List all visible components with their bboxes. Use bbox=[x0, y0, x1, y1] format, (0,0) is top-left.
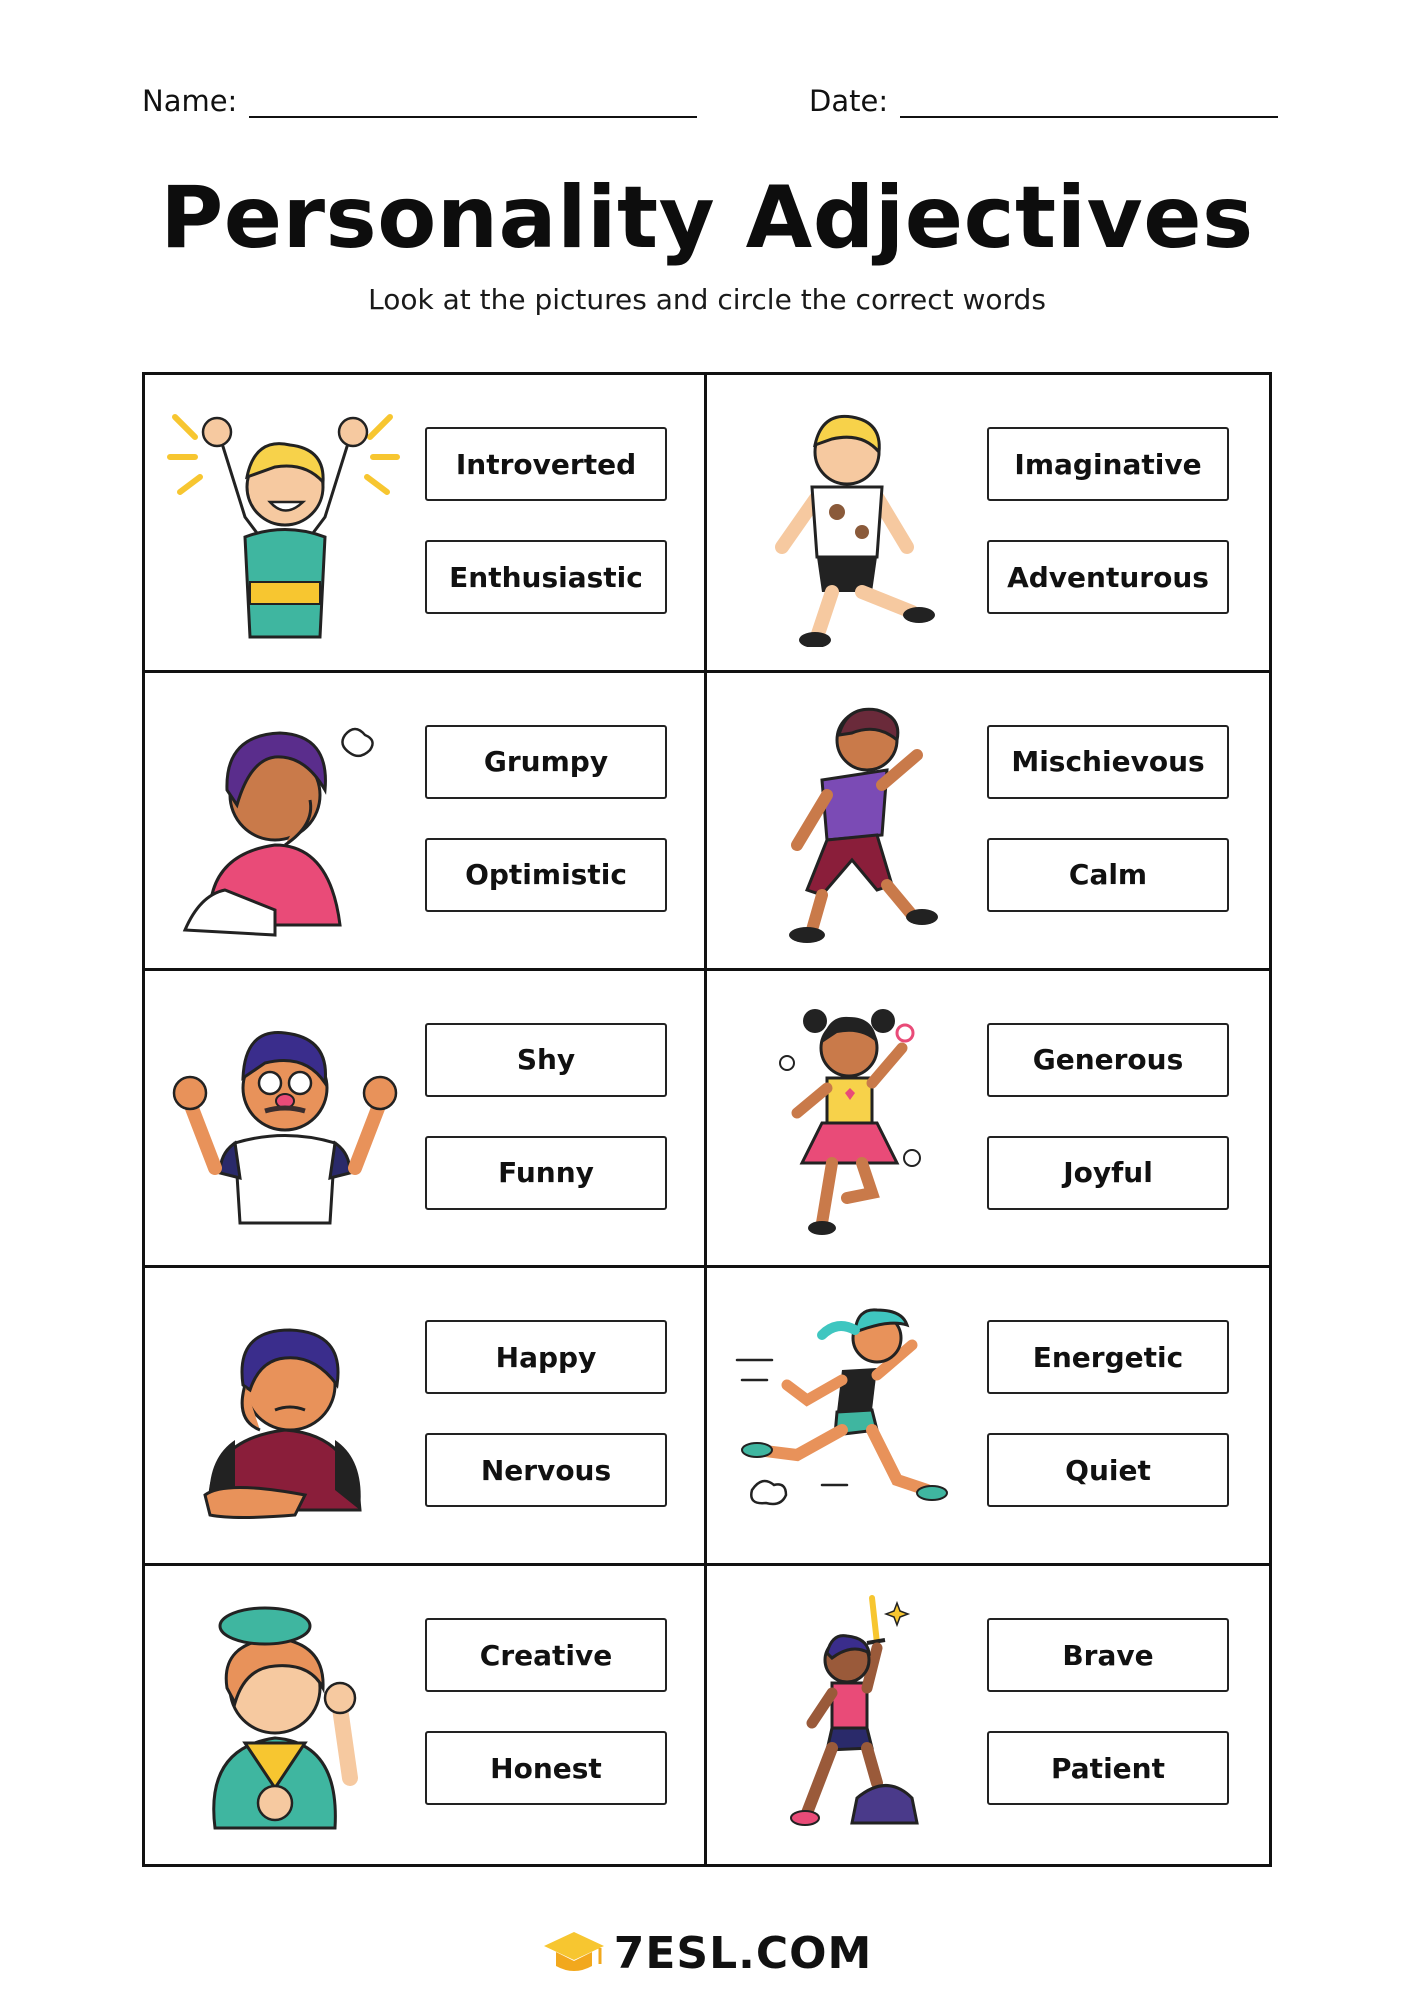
grumpy-girl-illustration bbox=[165, 695, 405, 945]
nervous-boy-illustration bbox=[165, 1290, 405, 1540]
option-10a[interactable]: Brave bbox=[987, 1618, 1229, 1692]
exercise-cell-1 bbox=[145, 375, 707, 673]
option-5a[interactable]: Shy bbox=[425, 1023, 667, 1097]
date-field bbox=[809, 84, 1278, 118]
date-label: Date: bbox=[809, 84, 889, 118]
exercise-cell-8 bbox=[707, 1268, 1269, 1566]
honest-scout-illustration bbox=[165, 1588, 405, 1838]
graduation-cap-icon bbox=[542, 1930, 606, 1978]
option-8a[interactable]: Energetic bbox=[987, 1320, 1229, 1394]
funny-boy-illustration bbox=[165, 993, 405, 1243]
exercise-cell-6 bbox=[707, 971, 1269, 1269]
option-1b[interactable]: Enthusiastic bbox=[425, 540, 667, 614]
option-7a[interactable]: Happy bbox=[425, 1320, 667, 1394]
exercise-cell-2 bbox=[707, 375, 1269, 673]
adventurous-boy-illustration bbox=[727, 397, 967, 647]
mischievous-boy-illustration bbox=[727, 695, 967, 945]
option-4a[interactable]: Mischievous bbox=[987, 725, 1229, 799]
option-2b[interactable]: Adventurous bbox=[987, 540, 1229, 614]
option-7b[interactable]: Nervous bbox=[425, 1433, 667, 1507]
exercise-cell-3 bbox=[145, 673, 707, 971]
option-2a[interactable]: Imaginative bbox=[987, 427, 1229, 501]
option-8b[interactable]: Quiet bbox=[987, 1433, 1229, 1507]
exercise-grid bbox=[142, 372, 1272, 1867]
date-line[interactable] bbox=[900, 88, 1278, 118]
energetic-runner-illustration bbox=[727, 1290, 967, 1540]
name-label: Name: bbox=[142, 84, 238, 118]
exercise-cell-7 bbox=[145, 1268, 707, 1566]
option-6a[interactable]: Generous bbox=[987, 1023, 1229, 1097]
option-4b[interactable]: Calm bbox=[987, 838, 1229, 912]
brave-kid-illustration bbox=[727, 1588, 967, 1838]
exercise-cell-4 bbox=[707, 673, 1269, 971]
brand-logo[interactable]: 7ESL.COM bbox=[613, 1928, 873, 1979]
option-5b[interactable]: Funny bbox=[425, 1136, 667, 1210]
option-3b[interactable]: Optimistic bbox=[425, 838, 667, 912]
name-line[interactable] bbox=[249, 88, 697, 118]
exercise-cell-5 bbox=[145, 971, 707, 1269]
joyful-girl-illustration bbox=[727, 993, 967, 1243]
name-field bbox=[142, 84, 697, 118]
option-3a[interactable]: Grumpy bbox=[425, 725, 667, 799]
instructions: Look at the pictures and circle the correct words bbox=[368, 283, 1046, 316]
excited-boy-illustration bbox=[165, 397, 405, 647]
option-9b[interactable]: Honest bbox=[425, 1731, 667, 1805]
page-title: Personality Adjectives bbox=[160, 168, 1254, 268]
exercise-cell-10 bbox=[707, 1566, 1269, 1864]
option-9a[interactable]: Creative bbox=[425, 1618, 667, 1692]
option-1a[interactable]: Introverted bbox=[425, 427, 667, 501]
option-6b[interactable]: Joyful bbox=[987, 1136, 1229, 1210]
option-10b[interactable]: Patient bbox=[987, 1731, 1229, 1805]
exercise-cell-9 bbox=[145, 1566, 707, 1864]
footer bbox=[0, 1928, 1414, 1979]
